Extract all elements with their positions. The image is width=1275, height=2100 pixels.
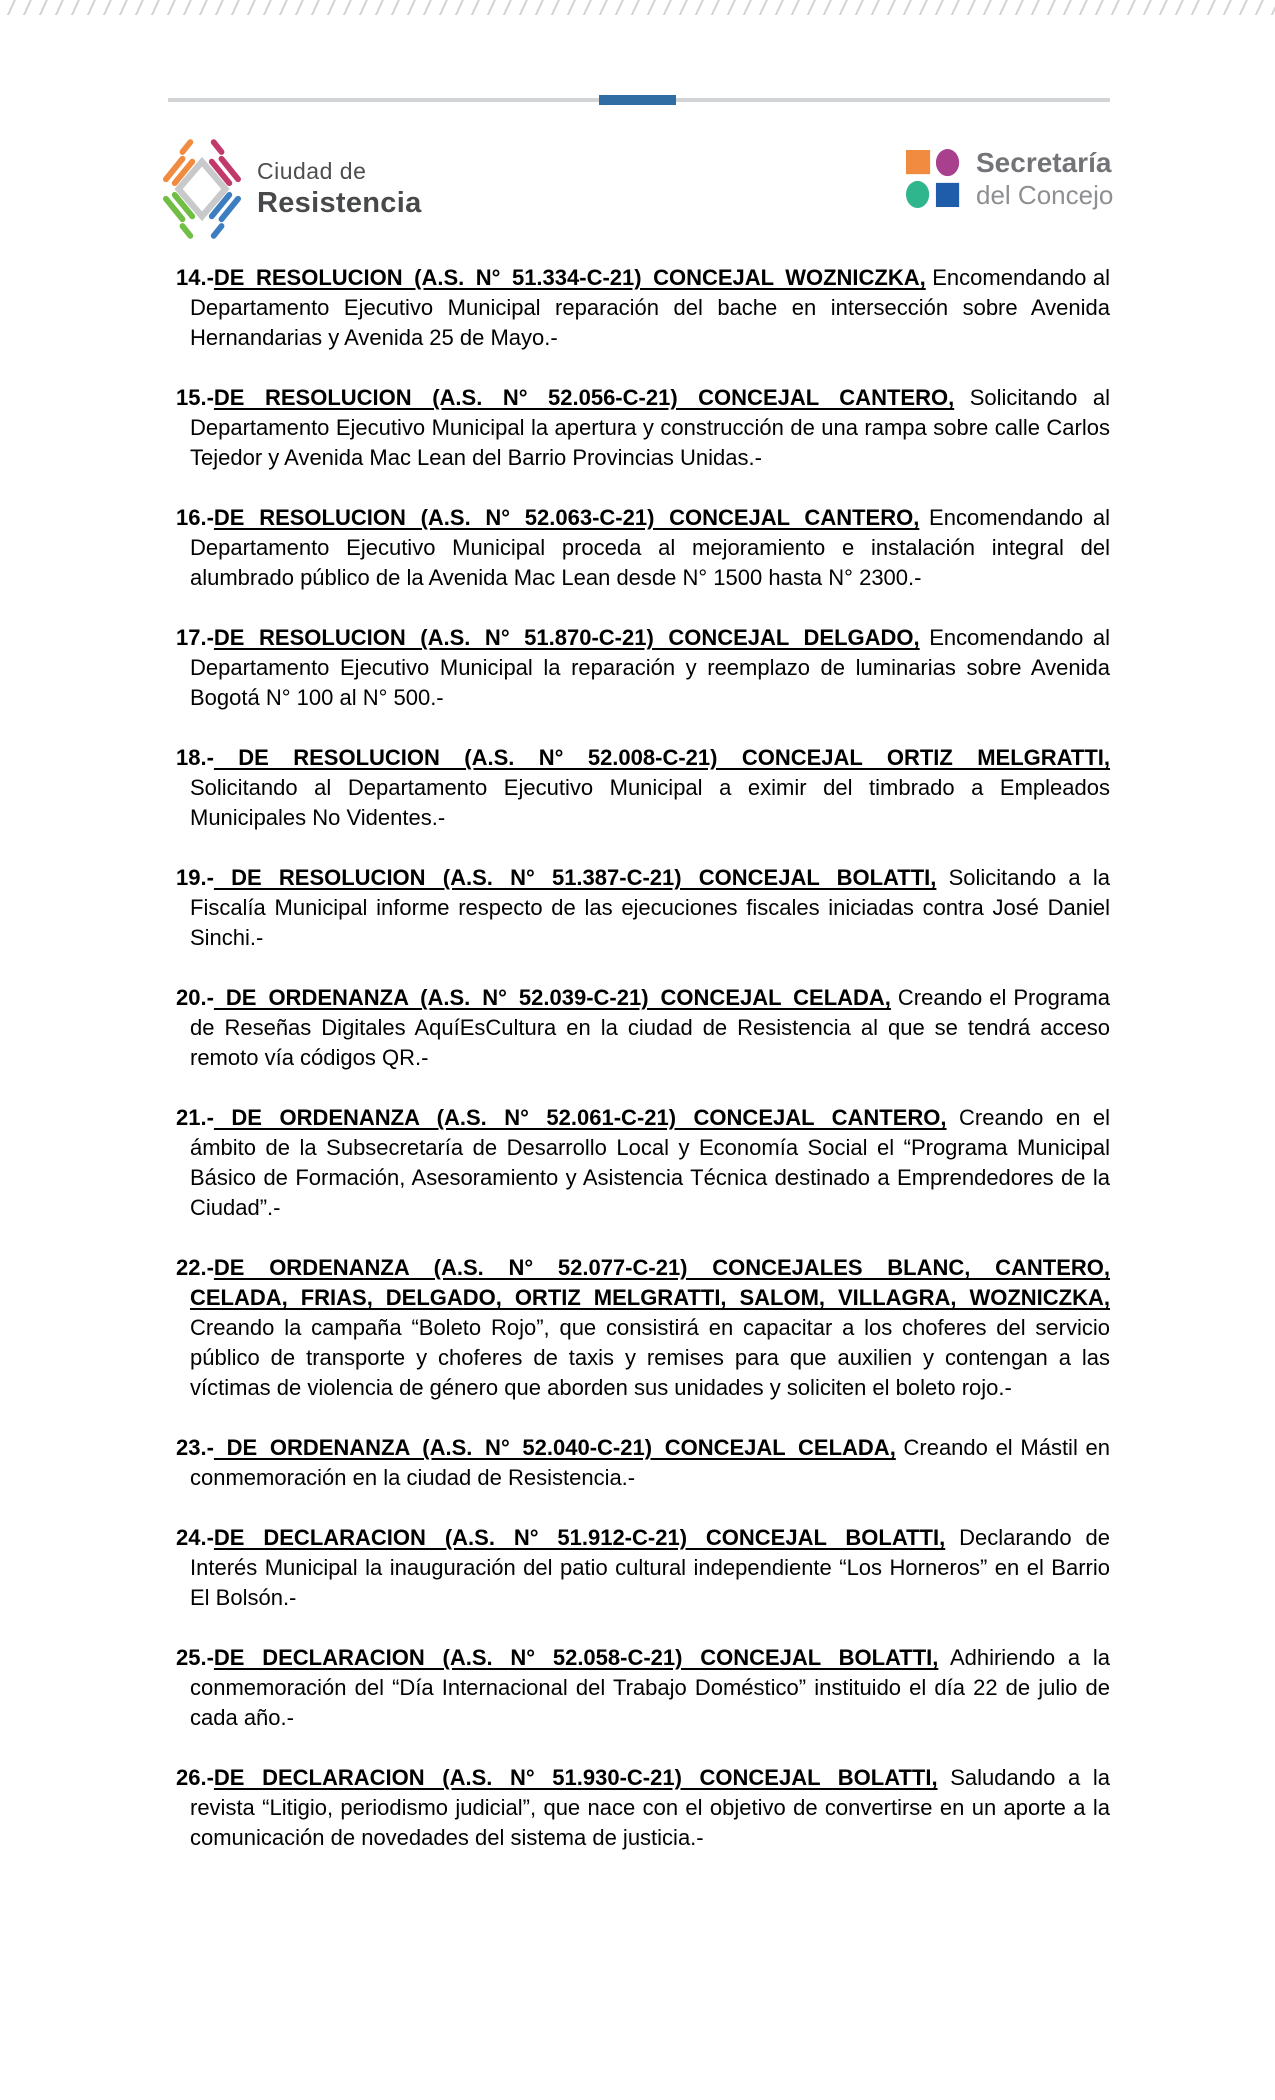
agenda-item (176, 1643, 1110, 1733)
item-number: 20.- (176, 985, 214, 1010)
agenda-item (176, 743, 1110, 833)
agenda-item (176, 1763, 1110, 1853)
item-body: Solicitando a la Fiscalía Municipal informe respecto de las ejecuciones fiscales iniciadas contra José Daniel Sinchi.- (190, 865, 1110, 950)
item-body: Encomendando al Departamento Ejecutivo Municipal proceda al mejoramiento e instalación integral del alumbrado público de la Avenida Mac Lean desde N° 1500 hasta N° 2300.- (190, 505, 1110, 590)
agenda-item (176, 1103, 1110, 1223)
item-body: Creando en el ámbito de la Subsecretaría de Desarrollo Local y Economía Social el “Programa Municipal Básico de Formación, Asesoramiento y Asistencia Técnica destinado a Emprendedores de la Ciudad”.- (190, 1105, 1110, 1220)
city-logo-line1: Ciudad de (257, 158, 367, 184)
agenda-item (176, 1523, 1110, 1613)
item-body: Solicitando al Departamento Ejecutivo Municipal la apertura y construcción de una rampa sobre calle Carlos Tejedor y Avenida Mac Lean del Barrio Provincias Unidas.- (190, 385, 1110, 470)
item-body: Creando el Mástil en conmemoración en la ciudad de Resistencia.- (190, 1435, 1110, 1490)
council-logo-line1: Secretaría (976, 147, 1112, 178)
agenda-item (176, 383, 1110, 473)
item-body: Adhiriendo a la conmemoración del “Día Internacional del Trabajo Doméstico” instituido el día 22 de julio de cada año.- (190, 1645, 1110, 1730)
agenda-item (176, 863, 1110, 953)
council-logo-line2: del Concejo (976, 180, 1114, 210)
item-title: DE ORDENANZA (A.S. N° 52.039-C-21) CONCEJAL CELADA, (213, 985, 891, 1010)
item-title: DE RESOLUCION (A.S. N° 51.870-C-21) CONCEJAL DELGADO, (213, 625, 920, 650)
item-title: DE ORDENANZA (A.S. N° 52.077-C-21) CONCEJALES BLANC, CANTERO, CELADA, FRIAS, DELGADO, ORTIZ MELGRATTI, SALOM, VILLAGRA, WOZNICZKA, (190, 1255, 1110, 1310)
item-number: 18.- (176, 745, 214, 770)
agenda-item (176, 503, 1110, 593)
item-title: DE RESOLUCION (A.S. N° 52.008-C-21) CONCEJAL ORTIZ MELGRATTI, (213, 745, 1110, 770)
item-title: DE RESOLUCION (A.S. N° 52.056-C-21) CONCEJAL CANTERO, (213, 385, 955, 410)
council-secretariat-logo (905, 147, 1113, 211)
item-title: DE DECLARACION (A.S. N° 51.912-C-21) CONCEJAL BOLATTI, (213, 1525, 946, 1550)
item-title: DE RESOLUCION (A.S. N° 51.334-C-21) CONCEJAL WOZNICZKA, (213, 265, 926, 290)
item-number: 16.- (176, 505, 214, 530)
agenda-list (176, 263, 1110, 1883)
item-body: Encomendando al Departamento Ejecutivo Municipal reparación del bache en intersección sobre Avenida Hernandarias y Avenida 25 de Mayo.- (190, 265, 1110, 350)
item-title: DE RESOLUCION (A.S. N° 51.387-C-21) CONCEJAL BOLATTI, (213, 865, 937, 890)
item-number: 26.- (176, 1765, 214, 1790)
item-number: 21.- (176, 1105, 214, 1130)
item-title: DE ORDENANZA (A.S. N° 52.040-C-21) CONCEJAL CELADA, (213, 1435, 896, 1460)
item-title: DE ORDENANZA (A.S. N° 52.061-C-21) CONCEJAL CANTERO, (213, 1105, 947, 1130)
item-title: DE DECLARACION (A.S. N° 52.058-C-21) CONCEJAL BOLATTI, (213, 1645, 939, 1670)
header-rule-accent (599, 95, 676, 105)
item-number: 25.- (176, 1645, 214, 1670)
city-of-resistencia-logo (163, 138, 422, 240)
item-number: 19.- (176, 865, 214, 890)
item-number: 24.- (176, 1525, 214, 1550)
item-number: 17.- (176, 625, 214, 650)
item-number: 15.- (176, 385, 214, 410)
item-title: DE DECLARACION (A.S. N° 51.930-C-21) CONCEJAL BOLATTI, (213, 1765, 938, 1790)
city-logo-line2: Resistencia (257, 187, 422, 219)
item-title: DE RESOLUCION (A.S. N° 52.063-C-21) CONCEJAL CANTERO, (213, 505, 920, 530)
agenda-item (176, 983, 1110, 1073)
agenda-item (176, 623, 1110, 713)
item-body: Declarando de Interés Municipal la inauguración del patio cultural independiente “Los Horneros” en el Barrio El Bolsón.- (190, 1525, 1110, 1610)
header-rule (168, 98, 1110, 102)
agenda-item (176, 1253, 1110, 1403)
item-body: Creando la campaña “Boleto Rojo”, que consistirá en capacitar a los choferes del servicio público de transporte y choferes de taxis y remises para que auxilien y contengan a las víctimas de violencia de género que aborden sus unidades y soliciten el boleto rojo.- (190, 1315, 1110, 1400)
item-body: Creando el Programa de Reseñas Digitales AquíEsCultura en la ciudad de Resistencia al que se tendrá acceso remoto vía códigos QR.- (190, 985, 1110, 1070)
item-number: 22.- (176, 1255, 214, 1280)
item-body: Encomendando al Departamento Ejecutivo Municipal la reparación y reemplazo de luminarias sobre Avenida Bogotá N° 100 al N° 500.- (190, 625, 1110, 710)
council-shapes-icon (905, 147, 963, 211)
top-hatch-pattern (0, 0, 1275, 15)
item-body: Saludando a la revista “Litigio, periodismo judicial”, que nace con el objetivo de convertirse en un aporte a la comunicación de novedades del sistema de justicia.- (190, 1765, 1110, 1850)
item-number: 23.- (176, 1435, 214, 1460)
agenda-item (176, 263, 1110, 353)
agenda-item (176, 1433, 1110, 1493)
item-number: 14.- (176, 265, 214, 290)
city-diamond-icon (163, 138, 241, 240)
item-body: Solicitando al Departamento Ejecutivo Municipal a eximir del timbrado a Empleados Municipales No Videntes.- (190, 775, 1110, 830)
